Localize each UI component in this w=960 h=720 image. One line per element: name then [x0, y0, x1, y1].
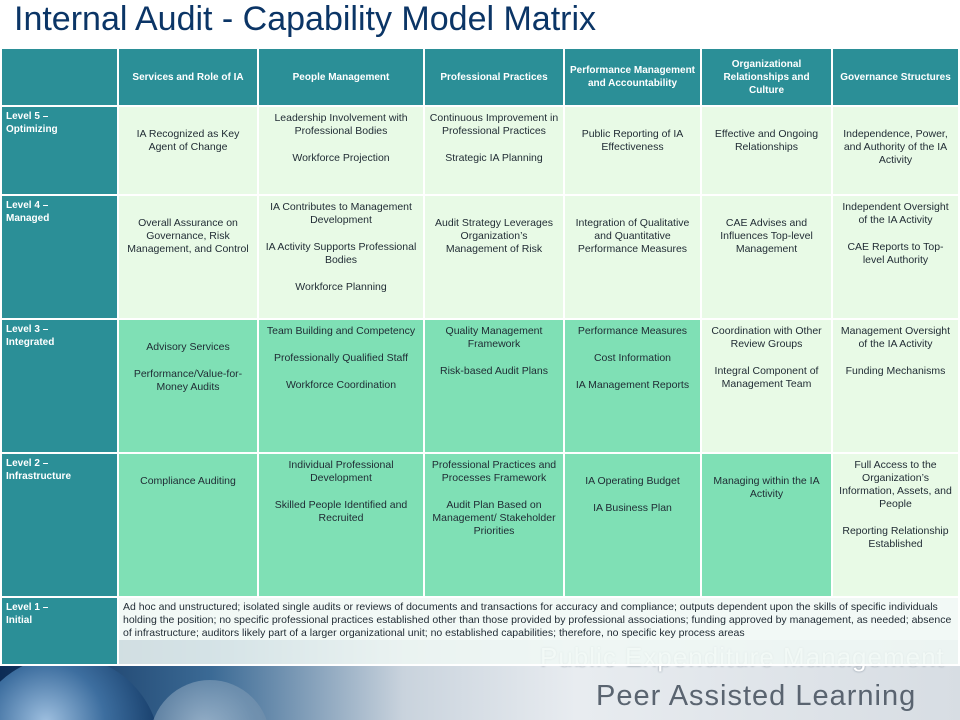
level-label [1, 195, 118, 319]
column-header: Organizational Relationships and Culture [701, 48, 832, 106]
matrix-cell [118, 106, 258, 195]
column-header: Governance Structures [832, 48, 959, 106]
column-header: Professional Practices [424, 48, 564, 106]
matrix-cell [424, 195, 564, 319]
cell-item: CAE Reports to Top-level Authority [847, 241, 944, 266]
header-row [1, 48, 959, 106]
matrix-cell [701, 319, 832, 453]
brand-line-2: Peer Assisted Learning [596, 680, 917, 712]
capability-matrix [0, 47, 960, 666]
level-name: Integrated [6, 337, 55, 348]
matrix-cell [118, 319, 258, 453]
level-label [1, 453, 118, 597]
cell-item: Public Reporting of IA Effectiveness [581, 128, 684, 153]
cell-item: Performance/Value-for-Money Audits [133, 368, 243, 393]
matrix-cell [424, 319, 564, 453]
cell-item: Professional Practices and Processes Framework [431, 459, 557, 484]
level-row [1, 597, 959, 665]
cell-item: Integration of Qualitative and Quantitative Performance Measures [575, 217, 690, 255]
cell-item: Funding Mechanisms [845, 365, 946, 377]
cell-item: Advisory Services [146, 341, 230, 353]
matrix-cell [258, 195, 424, 319]
cell-item: Quality Management Framework [445, 325, 543, 350]
cell-item: Full Access to the Organization’s Information, Assets, and People [839, 459, 952, 510]
cell-item: Audit Strategy Leverages Organization’s Management of Risk [435, 217, 553, 255]
column-header: People Management [258, 48, 424, 106]
level-name: Infrastructure [6, 471, 72, 482]
level-label [1, 319, 118, 453]
level-row [1, 106, 959, 195]
matrix-cell [701, 106, 832, 195]
corner-cell [1, 48, 118, 106]
cell-item: Effective and Ongoing Relationships [714, 128, 819, 153]
cell-item: Integral Component of Management Team [714, 365, 819, 390]
cell-item: Coordination with Other Review Groups [711, 325, 822, 350]
cell-item: Independent Oversight of the IA Activity [842, 201, 949, 226]
matrix-cell [564, 319, 701, 453]
matrix-cell [118, 195, 258, 319]
level-number: Level 4 – [6, 200, 49, 211]
cell-item: IA Contributes to Management Development [270, 201, 412, 226]
cell-item: Performance Measures [577, 325, 688, 337]
cell-item: Independence, Power, and Authority of the IA Activity [843, 128, 948, 166]
level-row [1, 195, 959, 319]
cell-item: IA Recognized as Key Agent of Change [136, 128, 240, 153]
level-name: Initial [6, 615, 33, 626]
matrix-cell [701, 453, 832, 597]
cell-item: Risk-based Audit Plans [440, 365, 548, 377]
cell-item: Workforce Planning [295, 281, 387, 293]
cell-item: Management Oversight of the IA Activity [840, 325, 951, 350]
matrix-cell [424, 106, 564, 195]
column-header: Performance Management and Accountability [564, 48, 701, 106]
page-title: Internal Audit - Capability Model Matrix [14, 0, 597, 38]
matrix-cell [832, 319, 959, 453]
level-number: Level 2 – [6, 458, 49, 469]
matrix-cell [564, 106, 701, 195]
level-number: Level 5 – [6, 111, 49, 122]
level-number: Level 3 – [6, 324, 49, 335]
level-row [1, 319, 959, 453]
level1-description: Ad hoc and unstructured; isolated single audits or reviews of documents and transactions for accuracy and compliance; outputs dependent upon the skills of specific individuals holding the position; no specific professional practices established other than those provided by professional associations; funding approved by management, as needed; absence of infrastructure; auditors likely part of a larger organizational unit; no established capabilities; therefore, no specific key process areas [118, 597, 959, 665]
matrix-cell [258, 453, 424, 597]
cell-item: CAE Advises and Influences Top-level Management [720, 217, 813, 255]
level-name: Optimizing [6, 124, 58, 135]
matrix-cell [118, 453, 258, 597]
cell-item: Reporting Relationship Established [842, 525, 949, 550]
matrix-cell [832, 453, 959, 597]
cell-item: Workforce Projection [292, 152, 390, 164]
cell-item: IA Operating Budget [585, 475, 680, 487]
cell-item: Overall Assurance on Governance, Risk Management, and Control [127, 217, 249, 255]
cell-item: Compliance Auditing [140, 475, 236, 487]
level-label [1, 597, 118, 665]
cell-item: IA Business Plan [593, 502, 672, 514]
cell-item: Continuous Improvement in Professional Practices [429, 112, 559, 137]
level-name: Managed [6, 213, 50, 224]
matrix-cell [258, 106, 424, 195]
cell-item: Individual Professional Development [288, 459, 394, 484]
level-label [1, 106, 118, 195]
cell-item: Professionally Qualified Staff [273, 352, 409, 364]
level-number: Level 1 – [6, 602, 49, 613]
matrix-cell [832, 106, 959, 195]
column-header: Services and Role of IA [118, 48, 258, 106]
cell-item: Audit Plan Based on Management/ Stakeholder Priorities [432, 499, 556, 537]
cell-item: Team Building and Competency [266, 325, 416, 337]
matrix-cell [424, 453, 564, 597]
cell-item: IA Management Reports [575, 379, 690, 391]
matrix-cell [258, 319, 424, 453]
matrix-cell [564, 195, 701, 319]
cell-item: Managing within the IA Activity [713, 475, 820, 500]
matrix-cell [832, 195, 959, 319]
level-row [1, 453, 959, 597]
cell-item: Workforce Coordination [285, 379, 397, 391]
cell-item: Cost Information [593, 352, 672, 364]
cell-item: Leadership Involvement with Professional Bodies [274, 112, 408, 137]
globe-image-secondary [150, 680, 270, 720]
cell-item: Skilled People Identified and Recruited [274, 499, 408, 524]
cell-item: Strategic IA Planning [445, 152, 543, 164]
matrix-cell [564, 453, 701, 597]
cell-item: IA Activity Supports Professional Bodies [265, 241, 417, 266]
matrix-cell [701, 195, 832, 319]
